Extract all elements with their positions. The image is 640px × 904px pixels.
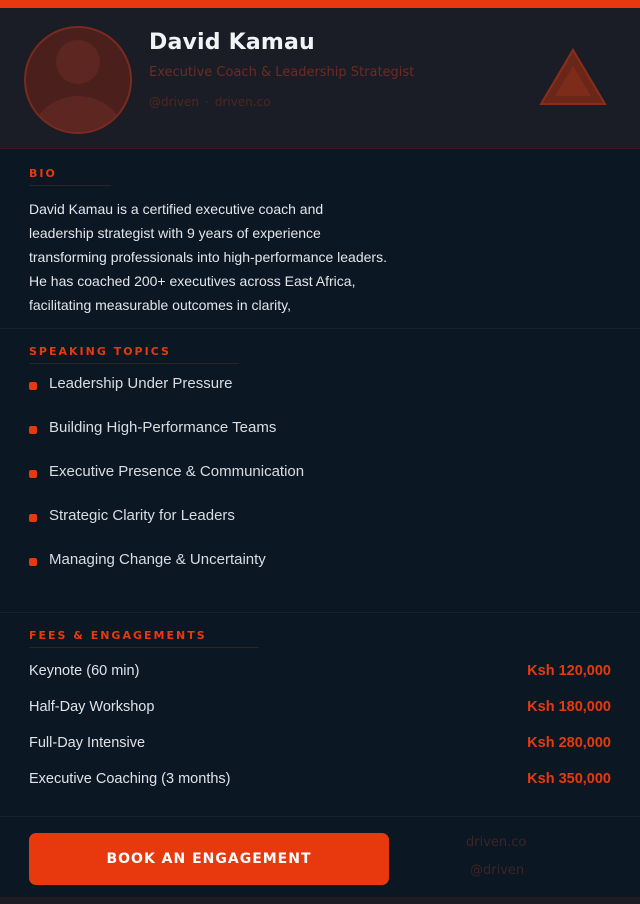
- topics-section: [0, 329, 640, 613]
- fee-name: Keynote (60 min): [29, 663, 140, 679]
- topics-title: SPEAKING TOPICS: [29, 345, 171, 358]
- fee-price: Ksh 280,000: [527, 735, 611, 751]
- fees-divider: [29, 647, 259, 648]
- profile-handle[interactable]: @driven: [149, 95, 199, 109]
- fee-row: [29, 699, 611, 719]
- bio-divider: [29, 185, 111, 186]
- topic-label: Executive Presence & Communication: [49, 463, 305, 480]
- avatar: [24, 26, 132, 134]
- triangle-logo-icon: [539, 48, 607, 108]
- fee-name: Executive Coaching (3 months): [29, 771, 231, 787]
- bio-text: David Kamau is a certified executive coach and leadership strategist with 9 years of experience transforming professionals into high-performance leaders. He has coached 200+ executives across East Africa, facilitating measurable outcomes in clarity,: [29, 201, 387, 313]
- profile-site-link[interactable]: driven.co: [214, 95, 271, 109]
- topic-label: Building High-Performance Teams: [49, 419, 277, 436]
- book-engagement-button[interactable]: BOOK AN ENGAGEMENT: [29, 833, 389, 885]
- profile-header: [0, 8, 640, 149]
- top-accent-bar: [0, 0, 640, 8]
- topic-label: Strategic Clarity for Leaders: [49, 507, 235, 524]
- bullet-dot-icon: [29, 470, 37, 478]
- topics-divider: [29, 363, 239, 364]
- profile-handles: [149, 95, 271, 109]
- bullet-dot-icon: [29, 426, 37, 434]
- topic-label: Managing Change & Uncertainty: [49, 551, 266, 568]
- profile-role: Executive Coach & Leadership Strategist: [149, 65, 415, 80]
- fee-name: Full-Day Intensive: [29, 735, 146, 751]
- fee-price: Ksh 180,000: [527, 699, 611, 715]
- bullet-dot-icon: [29, 514, 37, 522]
- fee-row: [29, 735, 611, 755]
- footer-site-link[interactable]: driven.co: [466, 835, 527, 850]
- bottom-bar: [0, 897, 640, 904]
- bio-title: BIO: [29, 167, 57, 180]
- fee-price: Ksh 350,000: [527, 771, 611, 787]
- fees-section: [0, 613, 640, 817]
- person-shoulders-shape: [28, 96, 128, 134]
- fee-price: Ksh 120,000: [527, 663, 611, 679]
- footer-handle[interactable]: @driven: [470, 863, 525, 878]
- profile-name: David Kamau: [149, 30, 315, 55]
- fees-title: FEES & ENGAGEMENTS: [29, 629, 207, 642]
- bio-section: [0, 149, 640, 329]
- topic-label: Leadership Under Pressure: [49, 375, 233, 392]
- footer: [0, 817, 640, 897]
- handle-separator: ·: [204, 95, 209, 109]
- bullet-dot-icon: [29, 558, 37, 566]
- fee-row: [29, 771, 611, 791]
- bullet-dot-icon: [29, 382, 37, 390]
- fee-row: [29, 663, 611, 683]
- fee-name: Half-Day Workshop: [29, 699, 155, 715]
- person-silhouette-icon: [56, 40, 100, 84]
